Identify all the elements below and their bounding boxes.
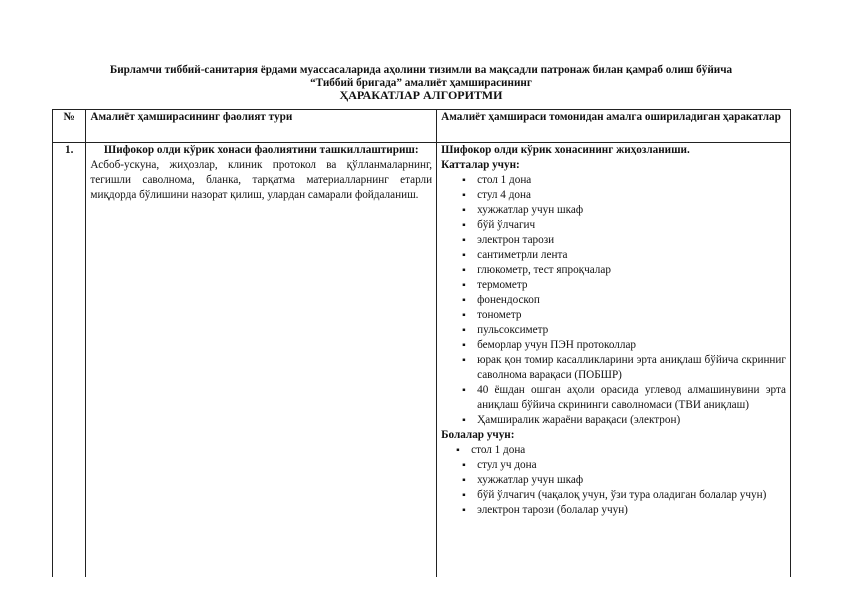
list-item bbox=[441, 443, 786, 458]
list-item-text: беморлар учун ПЭН протоколлар bbox=[477, 339, 637, 351]
list-item bbox=[441, 353, 786, 383]
list-item-text: хужжатлар учун шкаф bbox=[477, 204, 584, 216]
list-item bbox=[441, 218, 786, 233]
list-item bbox=[441, 188, 786, 203]
list-item bbox=[441, 263, 786, 278]
list-item-text: стол 1 дона bbox=[477, 174, 532, 186]
list-item bbox=[441, 278, 786, 293]
header-number: № bbox=[53, 110, 86, 143]
list-item-text: сантиметрли лента bbox=[477, 249, 568, 261]
bullet-icon: ▪ bbox=[462, 205, 466, 216]
header-actions: Амалиёт ҳамшираси томонидан амалга ошириладиган ҳаракатлар bbox=[437, 110, 791, 143]
bullet-icon: ▪ bbox=[462, 280, 466, 291]
bullet-icon: ▪ bbox=[462, 235, 466, 246]
list-item-text: фонендоскоп bbox=[477, 294, 540, 306]
list-item bbox=[441, 488, 786, 503]
list-item-text: пульсоксиметр bbox=[477, 324, 549, 336]
bullet-icon: ▪ bbox=[456, 445, 460, 456]
list-item-text: стул 4 дона bbox=[477, 189, 531, 201]
list-item bbox=[441, 308, 786, 323]
list-item-text: термометр bbox=[477, 279, 528, 291]
bullet-icon: ▪ bbox=[462, 490, 466, 501]
activity-title: Шифокор олди кўрик хонаси фаолиятини ташкиллаштириш: bbox=[103, 144, 419, 156]
bullet-icon: ▪ bbox=[462, 310, 466, 321]
bullet-icon: ▪ bbox=[462, 175, 466, 186]
list-item-text: глюкометр, тест япроқчалар bbox=[477, 264, 611, 276]
activity-description: Асбоб-ускуна, жиҳозлар, клиник протокол ва қўлланмаларнинг, тегишли саволнома, бланка, тарқатма материалларнинг етарли миқдорда бўлишини назорат қилиш, улардан самарали фойдаланиш. bbox=[90, 159, 433, 201]
document-header bbox=[0, 64, 842, 101]
table-header-row bbox=[53, 110, 791, 143]
bullet-icon: ▪ bbox=[462, 505, 466, 516]
list-item-text: 40 ёшдан ошган аҳоли орасида углевод алмашинувини эрта аниқлаш бўйича скрининги саволномаси (ТВИ аниқлаш) bbox=[477, 384, 786, 411]
bullet-icon: ▪ bbox=[462, 220, 466, 231]
list-item bbox=[441, 203, 786, 218]
table-row bbox=[53, 143, 791, 578]
document-title-line-2: “Тиббий бригада” амалиёт ҳамширасининг bbox=[310, 77, 532, 89]
list-item bbox=[441, 248, 786, 263]
bullet-icon: ▪ bbox=[462, 190, 466, 201]
list-item-text: электрон тарози (болалар учун) bbox=[477, 504, 628, 516]
row-number: 1. bbox=[53, 143, 86, 578]
list-item bbox=[441, 233, 786, 248]
list-item-text: хужжатлар учун шкаф bbox=[477, 474, 584, 486]
kids-heading: Болалар учун: bbox=[441, 429, 515, 441]
bullet-icon: ▪ bbox=[462, 325, 466, 336]
adults-equipment-list bbox=[441, 173, 786, 428]
list-item bbox=[441, 473, 786, 488]
list-item bbox=[441, 458, 786, 473]
list-item bbox=[441, 503, 786, 518]
bullet-icon: ▪ bbox=[462, 340, 466, 351]
algorithm-table bbox=[52, 109, 791, 577]
list-item-text: электрон тарози bbox=[477, 234, 555, 246]
list-item-text: Ҳамширалик жараёни варақаси (электрон) bbox=[477, 414, 681, 426]
document-title-line-3: ҲАРАКАТЛАР АЛГОРИТМИ bbox=[339, 88, 503, 102]
list-item bbox=[441, 173, 786, 188]
bullet-icon: ▪ bbox=[462, 475, 466, 486]
adults-heading: Катталар учун: bbox=[441, 159, 520, 171]
activity-cell bbox=[86, 143, 437, 578]
list-item bbox=[441, 383, 786, 413]
bullet-icon: ▪ bbox=[462, 385, 466, 396]
document-title-line-1: Бирламчи тиббий-санитария ёрдами муассасаларида аҳолини тизимли ва мақсадли патронаж билан қамраб олиш бўйича bbox=[109, 64, 733, 76]
list-item bbox=[441, 338, 786, 353]
list-item-text: стол 1 дона bbox=[471, 444, 526, 456]
kids-equipment-list bbox=[441, 443, 786, 518]
header-activity-type: Амалиёт ҳамширасининг фаолият тури bbox=[86, 110, 437, 143]
list-item-text: тонометр bbox=[477, 309, 522, 321]
list-item bbox=[441, 413, 786, 428]
bullet-icon: ▪ bbox=[462, 265, 466, 276]
actions-title: Шифокор олди кўрик хонасининг жиҳозланиши. bbox=[441, 144, 690, 156]
list-item-text: юрак қон томир касалликларини эрта аниқлаш бўйича скринниг саволнома варақаси (ПОБШР) bbox=[477, 354, 786, 381]
list-item-text: стул уч дона bbox=[477, 459, 537, 471]
list-item bbox=[441, 323, 786, 338]
bullet-icon: ▪ bbox=[462, 295, 466, 306]
bullet-icon: ▪ bbox=[462, 250, 466, 261]
bullet-icon: ▪ bbox=[462, 460, 466, 471]
list-item-text: бўй ўлчагич bbox=[477, 219, 536, 231]
bullet-icon: ▪ bbox=[462, 355, 466, 366]
bullet-icon: ▪ bbox=[462, 415, 466, 426]
list-item-text: бўй ўлчагич (чақалоқ учун, ўзи тура оладиган болалар учун) bbox=[477, 489, 767, 501]
actions-cell bbox=[437, 143, 791, 578]
list-item bbox=[441, 293, 786, 308]
